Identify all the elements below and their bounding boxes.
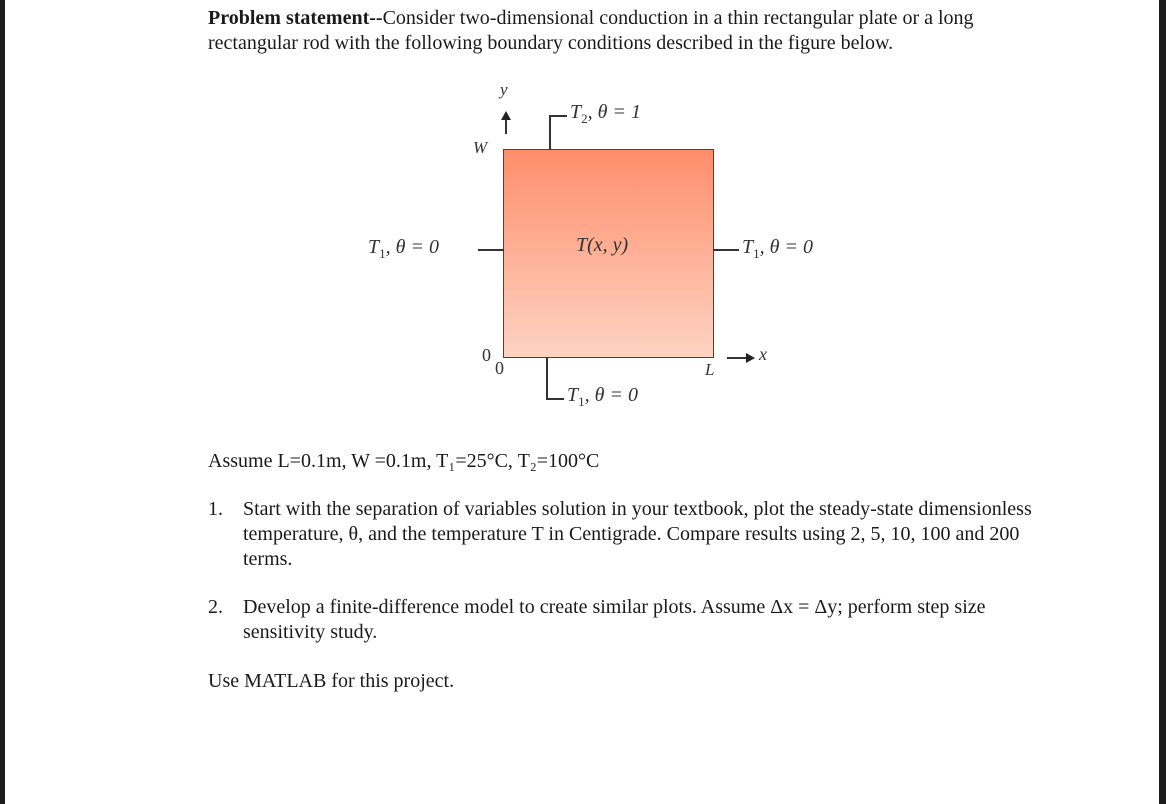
bottom-bc-label: $T_1$, θ = 0 [567, 384, 638, 409]
origin-label: 0 [482, 345, 491, 365]
y-arrow-head-icon [501, 111, 511, 120]
task-number: 1. [208, 498, 223, 520]
left-bc-label: $T_1$, θ = 0 [368, 236, 439, 261]
x-arrow-head-icon [746, 353, 755, 363]
origin-label-2: 0 [495, 358, 504, 378]
right-bc-label: $T_1$, θ = 0 [742, 236, 813, 261]
footer-note: Use MATLAB for this project. [208, 670, 455, 692]
problem-heading: Problem statement-- [208, 7, 383, 29]
left-leader [478, 249, 504, 251]
bottom-leader [546, 357, 548, 399]
y-axis-arrow [505, 118, 507, 134]
y-axis-label: y [500, 80, 508, 99]
w-label: W [473, 138, 488, 157]
assumptions: Assume L=0.1m, W =0.1m, T₁=25°C, T₂=100°C [208, 450, 600, 472]
task-text: Develop a finite-difference model to create similar plots. Assume Δx = Δy; perform step size sensitivity study. [243, 596, 986, 643]
top-leader [549, 115, 551, 150]
bottom-leader-h [546, 398, 564, 400]
l-label: L [705, 360, 715, 379]
task-number: 2. [208, 596, 223, 618]
top-bc-label: $T_2$, θ = 1 [570, 101, 641, 126]
center-label: T(x, y) [576, 234, 629, 256]
x-axis-label: x [759, 344, 767, 364]
task-text: Start with the separation of variables solution in your textbook, plot the steady-state dimensionless temperature, θ, and the temperature T in Centigrade. Compare results using 2, 5, 10, 100 and 200 terms. [243, 498, 1032, 570]
problem-text: Consider two-dimensional conduction in a thin rectangular plate or a long rectangular rod with the following boundary conditions described in the figure below. [208, 7, 974, 54]
right-leader [713, 249, 739, 251]
top-leader-h [549, 115, 567, 117]
